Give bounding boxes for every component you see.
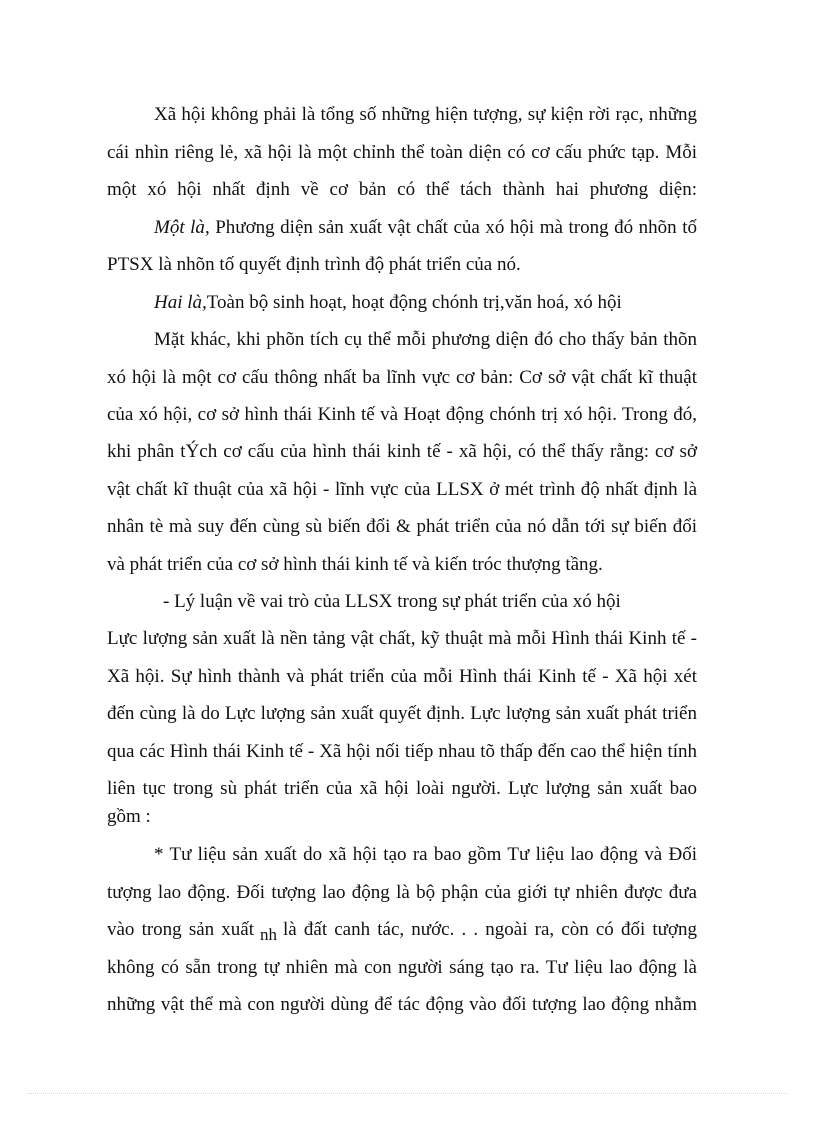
paragraph-line-25: những vật thể mà con người dùng để tác động vào đối tượng lao động nhằm	[107, 994, 697, 1015]
paragraph-line-2: cái nhìn riêng lẻ, xã hội là một chỉnh thể toàn diện có cơ cấu phức tạp. Mỗi	[107, 142, 697, 163]
italic-mot-la: Một là	[154, 217, 205, 238]
paragraph-line-17: đến cùng là do Lực lượng sản xuất quyết định. Lực lượng sản xuất phát triển	[107, 703, 697, 724]
paragraph-line-6	[107, 291, 697, 315]
paragraph-line-13: và phát triển của cơ sở hình thái kinh tế và kiến tróc thượng tầng.	[107, 554, 603, 575]
paragraph-line-23	[107, 918, 697, 942]
paragraph-line-1: Xã hội không phải là tổng số những hiện tượng, sự kiện rời rạc, những	[154, 104, 697, 125]
paragraph-line-21: * Tư liệu sản xuất do xã hội tạo ra bao gồm Tư liệu lao động và Đối	[154, 844, 697, 865]
paragraph-line-15: Lực lượng sản xuất là nền tảng vật chất, kỹ thuật mà mỗi Hình thái Kinh tế -	[107, 628, 697, 649]
paragraph-line-22: tượng lao động. Đối tượng lao động là bộ phận của giới tự nhiên được đưa	[107, 882, 697, 903]
paragraph-line-20: gồm :	[107, 806, 151, 827]
paragraph-line-16: Xã hội. Sự hình thành và phát triển của mỗi Hình thái Kinh tế - Xã hội xét	[107, 666, 697, 687]
paragraph-line-12: nhân tè mà suy đến cùng sù biến đổi & phát triển của nó dẫn tới sự biến đổi	[107, 516, 697, 537]
paragraph-line-6-text: Toàn bộ sinh hoạt, hoạt động chónh trị,văn hoá, xó hội	[206, 292, 622, 313]
section-heading: - Lý luận về vai trò của LLSX trong sự phát triển của xó hội	[163, 591, 621, 612]
footer-divider	[28, 1093, 788, 1094]
paragraph-line-3: một xó hội nhất định về cơ bản có thể tách thành hai phương diện:	[107, 179, 697, 200]
paragraph-line-23-start: vào trong sản xuất	[107, 919, 255, 940]
paragraph-line-7: Mặt khác, khi phõn tích cụ thể mỗi phương diện đó cho thấy bản thõn	[154, 329, 697, 350]
paragraph-line-4-text: , Phương diện sản xuất vật chất của xó hội mà trong đó nhõn tố	[204, 217, 698, 238]
paragraph-line-11: vật chất kĩ thuật của xã hội - lĩnh vực của LLSX ở mét trình độ nhất định là	[107, 479, 697, 500]
paragraph-line-24: không có sẵn trong tự nhiên mà con người sáng tạo ra. Tư liệu lao động là	[107, 957, 697, 978]
italic-hai-la: Hai là,	[154, 292, 207, 313]
paragraph-line-23-end: là đất canh tác, nước. . . ngoài ra, còn có đối tượng	[283, 919, 697, 940]
paragraph-line-18: qua các Hình thái Kinh tế - Xã hội nối tiếp nhau tõ thấp đến cao thể hiện tính	[107, 741, 697, 762]
subscript-nh: nh	[260, 925, 278, 944]
paragraph-line-10: khi phân tÝch cơ cấu của hình thái kinh tế - xã hội, có thể thấy rằng: cơ sở	[107, 441, 697, 462]
paragraph-line-9: của xó hội, cơ sở hình thái Kinh tế và Hoạt động chónh trị xó hội. Trong đó,	[107, 404, 697, 425]
paragraph-line-8: xó hội là một cơ cấu thông nhất ba lĩnh vực cơ bản: Cơ sở vật chất kĩ thuật	[107, 367, 697, 388]
paragraph-line-19: liên tục trong sù phát triển của xã hội loài người. Lực lượng sản xuất bao	[107, 778, 697, 799]
paragraph-line-4	[107, 216, 697, 240]
paragraph-line-5: PTSX là nhõn tố quyết định trình độ phát triển của nó.	[107, 254, 521, 275]
